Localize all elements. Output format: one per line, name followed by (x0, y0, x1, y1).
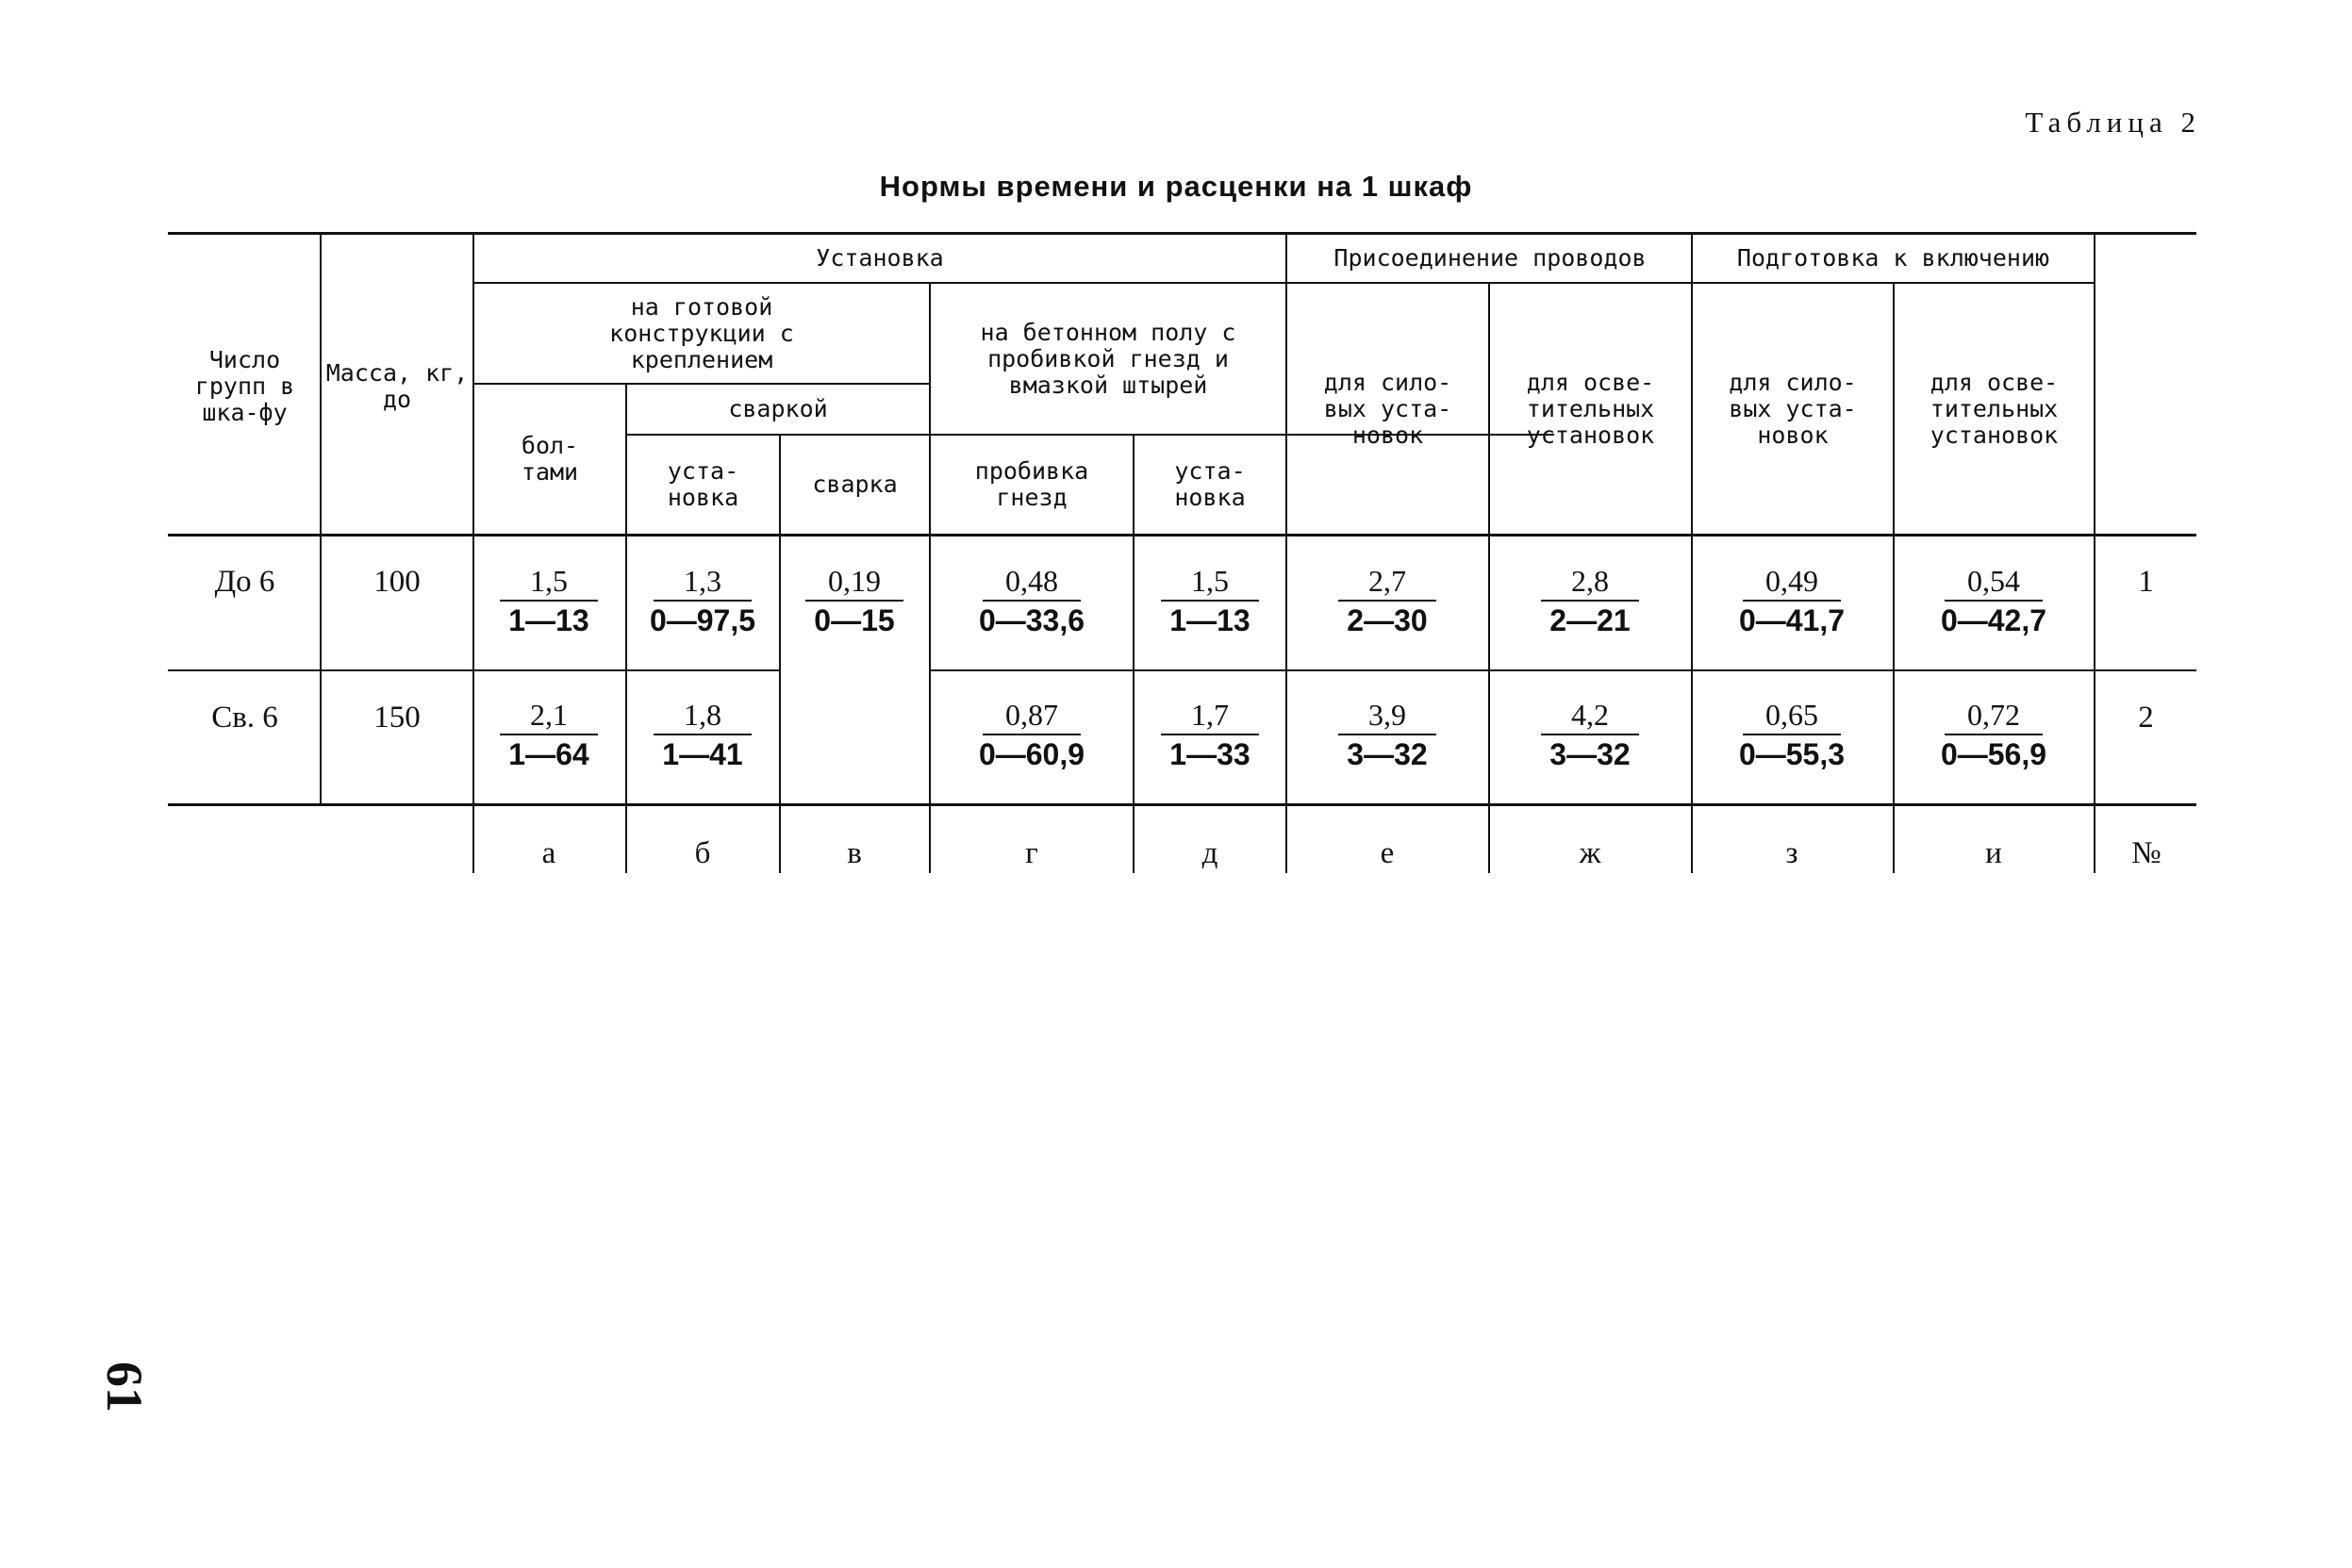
column-letter: з (1785, 835, 1798, 870)
row2-mass: 150 (373, 700, 421, 734)
rate-price: 1—13 (1169, 603, 1251, 637)
rate-price: 2—21 (1549, 603, 1631, 637)
rate-cell (483, 562, 615, 639)
rate-cell (637, 562, 769, 639)
vline-no (2094, 232, 2095, 873)
rate-price: 3—32 (1549, 737, 1631, 771)
rate-price: 1—64 (508, 737, 589, 771)
rate-cell (637, 696, 769, 773)
rate-cell (483, 696, 615, 773)
rate-price: 1—41 (662, 737, 743, 771)
rate-cell (788, 562, 920, 639)
time-norm: 0,49 (1743, 562, 1841, 602)
rate-cell (1144, 696, 1276, 773)
rate-cell (1726, 696, 1858, 773)
column-letter: а (541, 835, 556, 870)
header-mass: Масса, кг, до (325, 359, 469, 413)
page-number: 61 (96, 1362, 153, 1412)
rate-cell (1928, 696, 2060, 773)
header-weld: сварка (812, 470, 898, 498)
header-light-prep: для осве-тительных установок (1930, 368, 2059, 449)
time-norm: 0,87 (983, 696, 1081, 735)
rate-cell (966, 696, 1098, 773)
header-install-w: уста-новка (667, 457, 739, 511)
header-on-concrete: на бетонном полу с пробивкой гнезд и вмазкой штырей (980, 318, 1236, 399)
rate-cell (1321, 696, 1453, 773)
header-punch: пробивка гнезд (974, 457, 1089, 511)
rate-price: 0—55,3 (1738, 737, 1846, 771)
header-wiring: Присоединение проводов (1333, 243, 1647, 272)
rate-price: 0—97,5 (649, 603, 756, 637)
time-norm: 1,3 (654, 562, 752, 602)
row2-group: Св. 6 (211, 700, 278, 734)
header-power-wiring: для сило-вых уста-новок (1323, 368, 1452, 449)
header-on-ready: на готовой конструкции с креплением (609, 292, 794, 373)
header-installation: Установка (816, 243, 944, 272)
rate-cell (1321, 562, 1453, 639)
rate-cell (966, 562, 1098, 639)
header-groups: Число групп в шка-фу (194, 346, 295, 426)
row1-group: До 6 (214, 564, 275, 599)
column-letter: № (2131, 835, 2162, 870)
table-label: Таблица 2 (2025, 106, 2201, 139)
rate-price: 1—33 (1169, 737, 1251, 771)
rate-price: 2—30 (1347, 603, 1428, 637)
header-prep: Подготовка к включению (1736, 243, 2050, 272)
rate-price: 0—33,6 (978, 603, 1085, 637)
time-norm: 0,19 (805, 562, 903, 602)
column-letter: б (694, 835, 711, 870)
time-norm: 1,7 (1161, 696, 1259, 735)
column-letter: и (1985, 835, 2002, 870)
time-norm: 1,8 (654, 696, 752, 735)
time-norm: 3,9 (1338, 696, 1436, 735)
header-install-c: уста-новка (1174, 457, 1246, 511)
time-norm: 2,7 (1338, 562, 1436, 602)
column-letter: г (1025, 835, 1038, 870)
rate-cell (1524, 562, 1656, 639)
time-norm: 0,48 (983, 562, 1081, 602)
column-letter: е (1380, 835, 1395, 870)
rate-price: 0—56,9 (1940, 737, 2047, 771)
time-norm: 1,5 (1161, 562, 1259, 602)
column-letter: д (1201, 835, 1218, 870)
rate-cell (1726, 562, 1858, 639)
time-norm: 0,54 (1945, 562, 2043, 602)
column-letter: в (847, 835, 862, 870)
time-norm: 2,1 (500, 696, 598, 735)
header-welding: сваркой (728, 395, 828, 422)
time-norm: 4,2 (1541, 696, 1639, 735)
rate-price: 0—42,7 (1940, 603, 2047, 637)
rate-price: 1—13 (508, 603, 589, 637)
header-power-prep: для сило-вых уста-новок (1729, 368, 1857, 449)
header-bolts: бол-тами (521, 432, 579, 486)
row2-number: 2 (2138, 700, 2154, 734)
rate-price: 0—41,7 (1738, 603, 1846, 637)
time-norm: 0,65 (1743, 696, 1841, 735)
time-norm: 0,72 (1945, 696, 2043, 735)
column-letter: ж (1579, 835, 1601, 870)
time-norm: 1,5 (500, 562, 598, 602)
table-title: Нормы времени и расценки на 1 шкаф (879, 170, 1473, 203)
rate-cell (1144, 562, 1276, 639)
rate-cell (1524, 696, 1656, 773)
row1-number: 1 (2138, 564, 2154, 599)
rate-cell (1928, 562, 2060, 639)
rate-price: 0—15 (814, 603, 895, 637)
rule-row1-right (929, 669, 2196, 671)
rate-price: 0—60,9 (978, 737, 1085, 771)
header-light-wiring: для осве-тительных установок (1526, 368, 1655, 449)
row1-mass: 100 (373, 564, 421, 599)
rate-price: 3—32 (1347, 737, 1428, 771)
time-norm: 2,8 (1541, 562, 1639, 602)
